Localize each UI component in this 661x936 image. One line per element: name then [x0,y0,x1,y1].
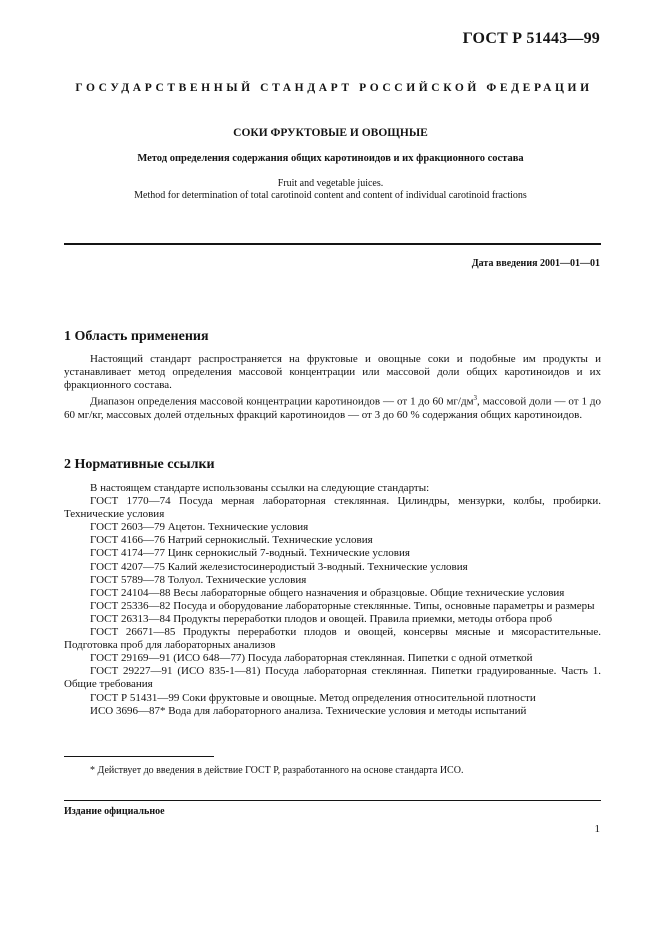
range-text-b: , массовой доли — от 1 до 60 мг/кг, массовых долей отдельных фракций каротиноидов — от 3 до 60 % содержания общих каротиноидов. [64,395,601,421]
footnote: * Действует до введения в действие ГОСТ Р, разработанного на основе стандарта ИСО. [90,765,464,776]
reference-item: ГОСТ 5789—78 Толуол. Технические условия [90,573,307,586]
reference-item: ГОСТ 24104—88 Весы лабораторные общего назначения и образцовые. Общие технические условия [90,586,565,599]
state-standard-title: ГОСУДАРСТВЕННЫЙ СТАНДАРТ РОССИЙСКОЙ ФЕДЕРАЦИИ [75,82,593,94]
reference-item: ГОСТ 26671—85 Продукты переработки плодов и овощей, консервы мясные и мясорастительные. Подготовка проб для лабораторных анализов [64,626,601,652]
reference-item: ГОСТ 1770—74 Посуда мерная лабораторная стеклянная. Цилиндры, мензурки, колбы, пробирки. Технические условия [64,495,601,521]
footnote-divider [64,756,214,757]
official-edition-label: Издание официальное [64,806,165,817]
reference-item: ГОСТ 25336—82 Посуда и оборудование лабораторные стеклянные. Типы, основные параметры и размеры [90,599,595,612]
section-1-paragraph-2 [64,392,601,422]
reference-item: ГОСТ 29169—91 (ИСО 648—77) Посуда лабораторная стеклянная. Пипетки с одной отметкой [90,652,533,665]
reference-item: ГОСТ 2603—79 Ацетон. Технические условия [90,521,309,534]
reference-item: ИСО 3696—87* Вода для лабораторного анализа. Технические условия и методы испытаний [90,704,527,717]
reference-item: ГОСТ 26313—84 Продукты переработки плодов и овощей. Правила приемки, методы отбора проб [90,612,553,625]
section-1-paragraph-1: Настоящий стандарт распространяется на фруктовые и овощные соки и подобные им продукты и устанавливает метод определения массовой концентрации или массовой доли общих каротиноидов и их фракционного состава. [64,353,601,392]
normative-references-list [64,482,601,718]
superscript-3: 3 [473,394,478,402]
document-subtitle: Метод определения содержания общих каротиноидов и их фракционного состава [137,153,524,164]
reference-item: ГОСТ 4166—76 Натрий сернокислый. Технические условия [90,534,373,547]
date-of-introduction: Дата введения 2001—01—01 [471,258,600,269]
standard-number: ГОСТ Р 51443—99 [462,30,600,47]
page-number: 1 [594,823,600,835]
range-text-a: Диапазон определения массовой концентрации каротиноидов — от 1 до 60 мг/дм [90,395,474,408]
document-title: СОКИ ФРУКТОВЫЕ И ОВОЩНЫЕ [233,127,428,139]
english-title-line-1: Fruit and vegetable juices. [277,178,384,189]
title-divider [64,243,601,245]
reference-item: ГОСТ Р 51431—99 Соки фруктовые и овощные. Метод определения относительной плотности [90,691,536,704]
reference-item: ГОСТ 29227—91 (ИСО 835-1—81) Посуда лабораторная стеклянная. Пипетки градуированные. Часть 1. Общие требования [64,665,601,691]
section-1-heading: 1 Область применения [64,329,209,344]
reference-item: ГОСТ 4174—77 Цинк сернокислый 7-водный. Технические условия [90,547,410,560]
section-2-heading: 2 Нормативные ссылки [64,457,215,472]
edition-divider [64,800,601,801]
references-intro: В настоящем стандарте использованы ссылки на следующие стандарты: [90,482,430,494]
english-title-line-2: Method for determination of total carotinoid content and content of individual carotinoid fractions [134,190,527,201]
reference-item: ГОСТ 4207—75 Калий железистосинеродистый 3-водный. Технические условия [90,560,468,573]
english-title [0,178,661,202]
